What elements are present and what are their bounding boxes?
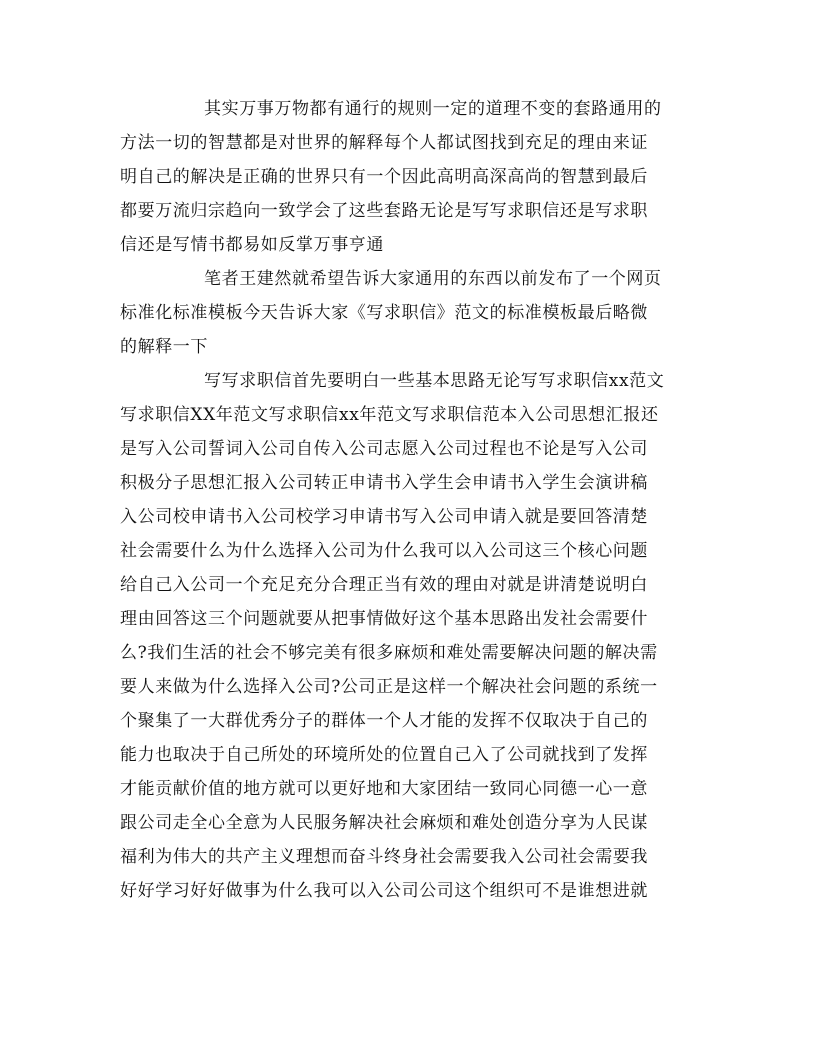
paragraph-3-line-8: 理由回答这三个问题就要从把事情做好这个基本思路出发社会需要什 bbox=[120, 609, 648, 629]
paragraph-2-line-3: 的解释一下 bbox=[120, 337, 208, 357]
paragraph-3-line-4: 积极分子思想汇报入公司转正申请书入学生会申请书入学生会演讲稿 bbox=[120, 473, 648, 493]
paragraph-3-line-9: 么?我们生活的社会不够完美有很多麻烦和难处需要解决问题的解决需 bbox=[120, 643, 658, 663]
paragraph-1-line-4: 都要万流归宗趋向一致学会了这些套路无论是写写求职信还是写求职 bbox=[120, 201, 648, 221]
paragraph-3-line-1: 写写求职信首先要明白一些基本思路无论写写求职信xx范文 bbox=[204, 371, 665, 391]
paragraph-3-line-13: 才能贡献价值的地方就可以更好地和大家团结一致同心同德一心一意 bbox=[120, 779, 648, 799]
paragraph-3-line-10: 要人来做为什么选择入公司?公司正是这样一个解决社会问题的系统一 bbox=[120, 677, 658, 697]
paragraph-1-line-2: 方法一切的智慧都是对世界的解释每个人都试图找到充足的理由来证 bbox=[120, 133, 648, 153]
paragraph-3-line-5: 入公司校申请书入公司校学习申请书写入公司申请入就是要回答清楚 bbox=[120, 507, 648, 527]
paragraph-3-line-14: 跟公司走全心全意为人民服务解决社会麻烦和难处创造分享为人民谋 bbox=[120, 813, 648, 833]
paragraph-3-line-16: 好好学习好好做事为什么我可以入公司公司这个组织可不是谁想进就 bbox=[120, 881, 648, 901]
paragraph-3-line-15: 福利为伟大的共产主义理想而奋斗终身社会需要我入公司社会需要我 bbox=[120, 847, 648, 867]
paragraph-2-line-2: 标准化标准模板今天告诉大家《写求职信》范文的标准模板最后略微 bbox=[120, 303, 648, 323]
paragraph-3-line-7: 给自己入公司一个充足充分合理正当有效的理由对就是讲清楚说明白 bbox=[120, 575, 648, 595]
paragraph-3-line-11: 个聚集了一大群优秀分子的群体一个人才能的发挥不仅取决于自己的 bbox=[120, 711, 648, 731]
paragraph-1-line-1: 其实万事万物都有通行的规则一定的道理不变的套路通用的 bbox=[204, 99, 662, 119]
paragraph-3-line-2: 写求职信XX年范文写求职信xx年范文写求职信范本入公司思想汇报还 bbox=[120, 405, 659, 425]
paragraph-1-line-5: 信还是写情书都易如反掌万事亨通 bbox=[120, 235, 384, 255]
document-body bbox=[120, 92, 700, 908]
paragraph-3-line-12: 能力也取决于自己所处的环境所处的位置自己入了公司就找到了发挥 bbox=[120, 745, 648, 765]
paragraph-3-line-6: 社会需要什么为什么选择入公司为什么我可以入公司这三个核心问题 bbox=[120, 541, 648, 561]
paragraph-1-line-3: 明自己的解决是正确的世界只有一个因此高明高深高尚的智慧到最后 bbox=[120, 167, 648, 187]
paragraph-2-line-1: 笔者王建然就希望告诉大家通用的东西以前发布了一个网页 bbox=[204, 269, 662, 289]
paragraph-3-line-3: 是写入公司誓词入公司自传入公司志愿入公司过程也不论是写入公司 bbox=[120, 439, 648, 459]
